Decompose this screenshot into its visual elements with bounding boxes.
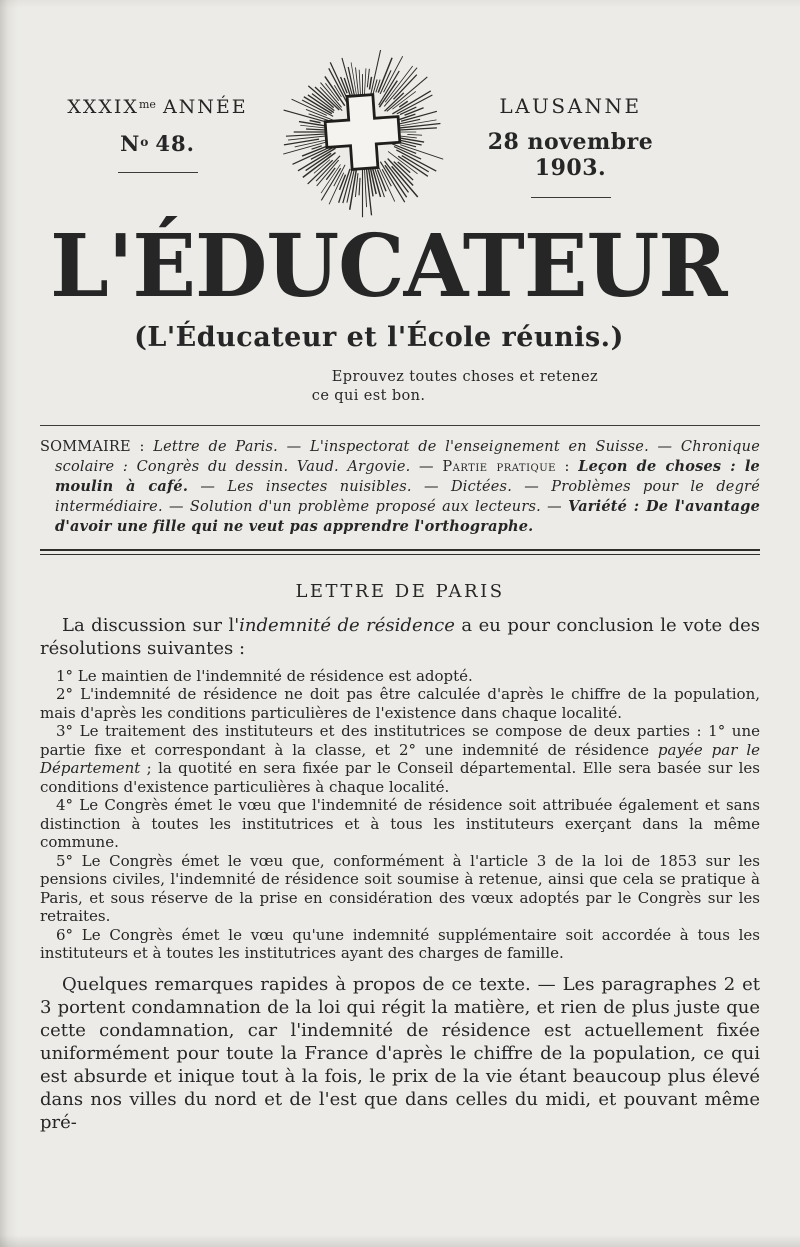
publication-place: LAUSANNE [499,94,642,118]
issue-number-value: 48. [155,131,195,156]
edition-year-word: ANNÉE [162,96,248,118]
motto-line-2: ce qui est bon. [311,388,426,405]
publication-info [458,94,683,198]
article-heading: LETTRE DE PARIS [295,580,505,602]
issue-number [40,131,275,156]
article [40,581,760,1134]
sunburst-svg [275,46,450,218]
article-intro-paragraph: La discussion sur l'indemnité de résidence a eu pour conclusion le vote des résolutions suivantes : [40,614,760,659]
masthead-header [40,0,760,212]
journal-motto [312,368,598,407]
issue-number-n: N [120,131,141,156]
resolution-item-4: 4° Le Congrès émet le vœu que l'indemnité de résidence soit attribuée également et sans distinction à toutes les institutrices et à tous les instituteurs exerçant dans la même commune. [40,796,760,852]
swiss-cross-sunburst-emblem [275,46,450,218]
publication-date: 28 novembre 1903. [487,129,654,181]
resolution-item-1: 1° Le maintien de l'indemnité de résidence est adopté. [56,666,473,685]
resolution-item-6: 6° Le Congrès émet le vœu qu'une indemnité supplémentaire soit accordée à tous les instituteurs et à toutes les institutrices ayant des charges de famille. [40,925,760,963]
issue-number-underline-rule [118,172,198,173]
single-divider-rule [40,425,760,426]
double-divider-rule [40,549,760,555]
motto-line-1: Eprouvez toutes choses et retenez [331,368,598,385]
edition-year [40,96,275,118]
resolution-item-5: 5° Le Congrès émet le vœu que, conformément à l'article 3 de la loi de 1853 sur les pensions civiles, l'indemnité de résidence soit soumise à retenue, ainsi que cela se pratique à Paris, et sous réserve de la prise en considération des vœux adoptés par le Congrès sur les retraites. [40,851,760,926]
journal-title: L'ÉDUCATEUR [50,216,727,317]
edition-year-ordinal: me [138,98,156,112]
journal-subtitle: (L'Éducateur et l'École réunis.) [134,321,624,353]
issue-number-ordinal: o [140,134,149,149]
article-remarks-paragraph: Quelques remarques rapides à propos de ce texte. — Les paragraphes 2 et 3 portent condamnation de la loi qui régit la matière, et rien de plus juste que cette condamnation, car l'indemnité de résidence est actuellement fixée uniformément pour toute la France d'après le chiffre de la population, ce qui est absurde et inique tout à la fois, le prix de la vie étant beaucoup plus élevé dans nos villes du nord et de l'est que dans celles du midi, et pouvant même pré- [40,973,760,1133]
date-underline-rule [531,197,611,198]
masthead [40,216,760,407]
edition-year-number: XXXIX [67,96,139,118]
swiss-cross-icon [323,93,401,171]
summary-paragraph: SOMMAIRE : Lettre de Paris. — L'inspectorat de l'enseignement en Suisse. — Chronique scolaire : Congrès du dessin. Vaud. Argovie. — Partie pratique : Leçon de choses : le moulin à café. — Les insectes nuisibles. — Dictées. — Problèmes pour le degré intermédiaire. — Solution d'un problème proposé aux lecteurs. — Variété : De l'avantage d'avoir une fille qui ne veut pas apprendre l'orthographe. [40,438,760,535]
resolution-item-3: 3° Le traitement des instituteurs et des institutrices se compose de deux parties : 1° une partie fixe et correspondant à la classe, et 2° une indemnité de résidence payée par le Département ; la quotité en sera fixée par le Conseil départemental. Elle sera basée sur les conditions d'existence particulières à chaque localité. [40,722,760,796]
edition-info [40,96,275,173]
resolution-item-2: 2° L'indemnité de résidence ne doit pas être calculée d'après le chiffre de la population, mais d'après les conditions particulières de l'existence dans chaque localité. [40,685,760,722]
